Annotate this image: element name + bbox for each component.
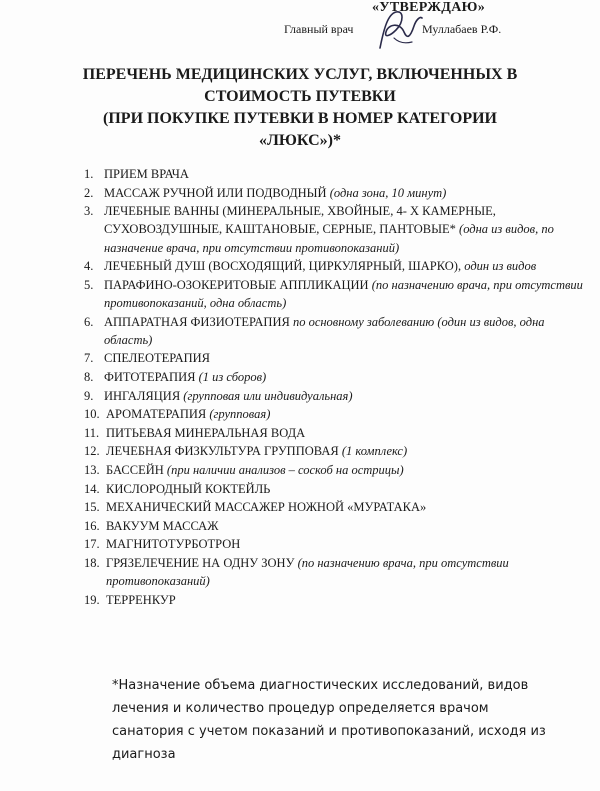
list-item <box>84 257 584 275</box>
item-note: (групповая или индивидуальная) <box>180 388 353 403</box>
item-number: 4. <box>84 259 94 274</box>
title-line: «ЛЮКС»)* <box>258 132 342 149</box>
list-item <box>84 498 584 516</box>
item-name: ВАКУУМ МАССАЖ <box>106 518 219 533</box>
item-number: 16. <box>84 518 100 533</box>
item-number: 18. <box>84 555 100 570</box>
approval-stamp: «УТВЕРЖДАЮ» <box>372 0 485 15</box>
item-name: ЛЕЧЕБНЫЙ ДУШ (ВОСХОДЯЩИЙ, ЦИРКУЛЯРНЫЙ, ШАРКО), <box>104 259 462 274</box>
item-name: ТЕРРЕНКУР <box>106 592 176 607</box>
list-item <box>84 313 584 349</box>
item-name: ГРЯЗЕЛЕЧЕНИЕ НА ОДНУ ЗОНУ <box>106 555 295 570</box>
item-name: ЛЕЧЕБНЫЕ ВАННЫ (МИНЕРАЛЬНЫЕ, ХВОЙНЫЕ, 4- Х КАМЕРНЫЕ, СУХОВОЗДУШНЫЕ, КАШТАНОВЫЕ, СЕРНЫЕ, ПАНТОВЫЕ* <box>104 204 496 237</box>
item-number: 15. <box>84 500 100 515</box>
item-name: ЛЕЧЕБНАЯ ФИЗКУЛЬТУРА ГРУППОВАЯ <box>106 444 339 459</box>
item-name: ПИТЬЕВАЯ МИНЕРАЛЬНАЯ ВОДА <box>106 425 306 440</box>
item-number: 9. <box>84 388 94 403</box>
list-item <box>84 184 584 202</box>
services-list <box>84 165 584 609</box>
item-note: (при наличии анализов – соскоб на острицы) <box>163 462 404 477</box>
item-note: (одна зона, 10 минут) <box>326 185 447 200</box>
list-item <box>84 480 584 498</box>
list-item <box>84 387 584 405</box>
item-number: 10. <box>84 407 100 422</box>
list-item <box>84 368 584 386</box>
title-line: ПЕРЕЧЕНЬ МЕДИЦИНСКИХ УСЛУГ, ВКЛЮЧЕННЫХ В <box>82 66 518 83</box>
list-item <box>84 349 584 367</box>
item-name: БАССЕЙН <box>106 462 164 477</box>
item-name: ПАРАФИНО-ОЗОКЕРИТОВЫЕ АППЛИКАЦИИ <box>104 277 369 292</box>
item-number: 1. <box>84 167 94 181</box>
item-note: по основному заболеванию (один из видов, одна область) <box>104 314 545 347</box>
item-number: 13. <box>84 462 100 477</box>
list-item <box>84 442 584 460</box>
item-number: 11. <box>84 425 100 440</box>
item-number: 12. <box>84 444 100 459</box>
item-number: 19. <box>84 592 100 607</box>
item-note: (одна из видов, по назначение врача, при отсутствии противопоказаний) <box>104 222 554 255</box>
item-number: 14. <box>84 481 100 496</box>
item-number: 8. <box>84 369 94 384</box>
item-note: один из видов <box>461 259 537 274</box>
item-name: МАССАЖ РУЧНОЙ ИЛИ ПОДВОДНЫЙ <box>104 185 327 200</box>
item-name: ФИТОТЕРАПИЯ <box>104 369 196 384</box>
list-item <box>84 276 584 312</box>
item-note: (по назначению врача, при отсутствии противопоказаний) <box>106 555 509 589</box>
approval-name: Муллабаев Р.Ф. <box>422 22 502 36</box>
item-name: ПРИЕМ ВРАЧА <box>104 167 189 181</box>
item-note: (групповая) <box>206 407 271 422</box>
list-item <box>84 165 584 183</box>
item-note: (1 из сборов) <box>195 369 267 384</box>
approval-role: Главный врач <box>284 22 354 36</box>
list-item <box>84 517 584 535</box>
list-item <box>84 554 584 590</box>
list-item <box>84 461 584 479</box>
list-item <box>84 591 584 609</box>
item-note: (1 комплекс) <box>338 444 408 459</box>
item-note: (по назначению врача, при отсутствии противопоказаний, одна область) <box>104 277 583 310</box>
item-number: 17. <box>84 537 100 552</box>
item-number: 5. <box>84 277 94 292</box>
item-number: 3. <box>84 204 94 219</box>
item-name: АРОМАТЕРАПИЯ <box>106 407 207 422</box>
document-title <box>60 64 540 152</box>
item-number: 7. <box>84 351 94 366</box>
list-item <box>84 202 584 257</box>
item-name: АППАРАТНАЯ ФИЗИОТЕРАПИЯ <box>104 314 290 329</box>
list-item <box>84 535 584 553</box>
list-item <box>84 424 584 442</box>
title-line: (ПРИ ПОКУПКЕ ПУТЕВКИ В НОМЕР КАТЕГОРИИ <box>103 110 497 127</box>
item-number: 6. <box>84 314 94 329</box>
list-item <box>84 405 584 423</box>
item-name: МАГНИТОТУРБОТРОН <box>106 537 241 552</box>
footnote: *Назначение объема диагностических исследований, видов лечения и количество процедур определяется врачом санатория с учетом показаний и противопоказаний, исходя из диагноза <box>112 678 546 762</box>
title-line: СТОИМОСТЬ ПУТЕВКИ <box>204 88 396 105</box>
signature-icon <box>374 8 426 52</box>
item-name: ИНГАЛЯЦИЯ <box>104 388 181 403</box>
item-name: МЕХАНИЧЕСКИЙ МАССАЖЕР НОЖНОЙ «МУРАТАКА» <box>106 500 427 515</box>
item-number: 2. <box>84 185 94 200</box>
item-name: КИСЛОРОДНЫЙ КОКТЕЙЛЬ <box>106 481 271 496</box>
item-name: СПЕЛЕОТЕРАПИЯ <box>104 351 211 366</box>
